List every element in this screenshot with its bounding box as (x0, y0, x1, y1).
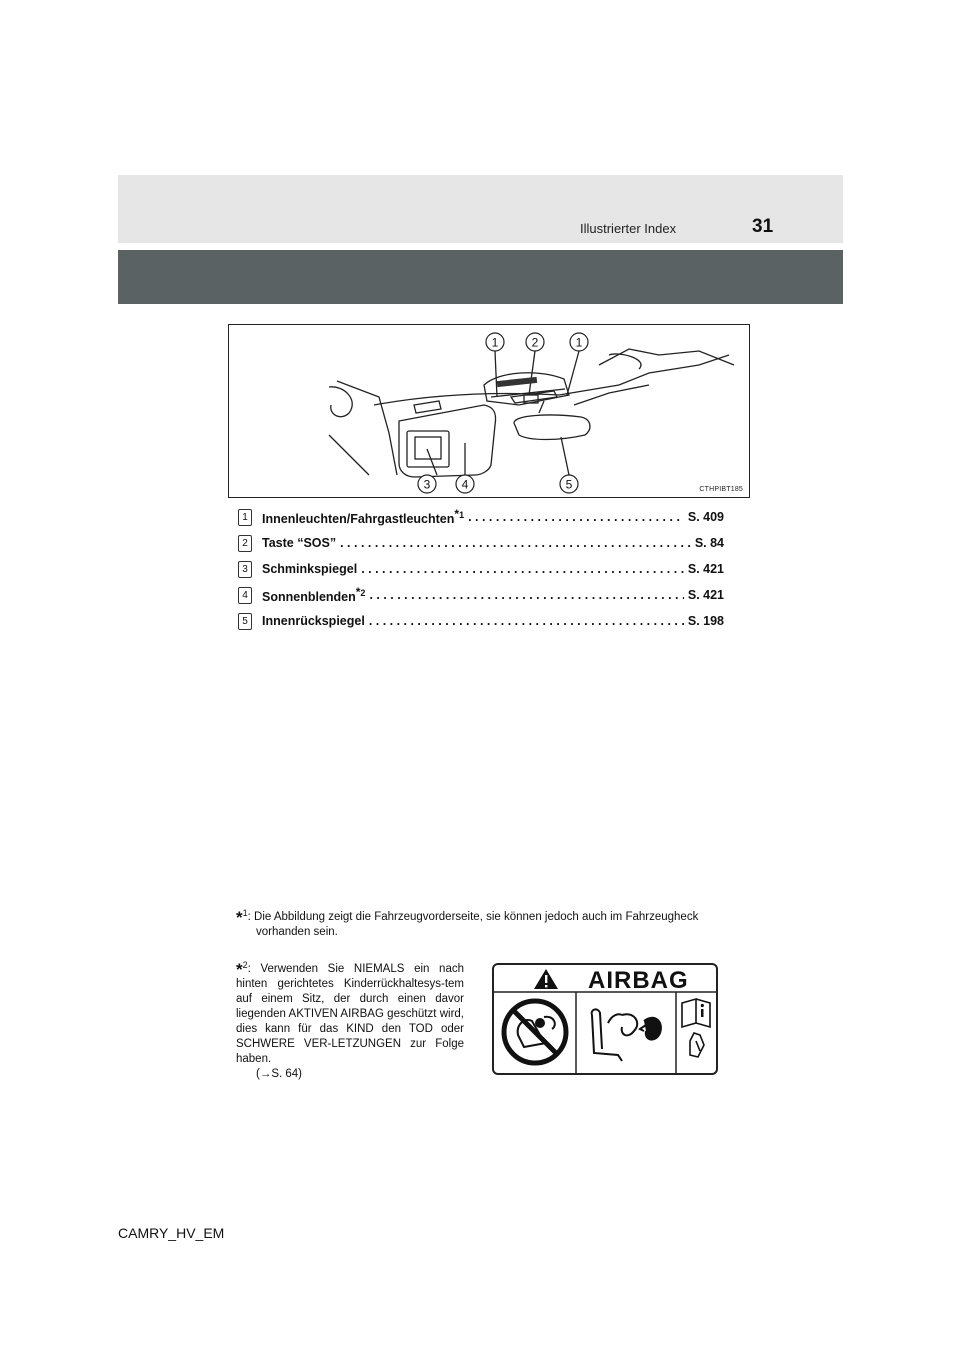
callout-1b: 1 (575, 335, 583, 350)
legend-label: Innenleuchten/Fahrgastleuchten$^{*1}$ (262, 507, 465, 527)
legend-row (238, 530, 724, 556)
legend-label: Schminkspiegel (262, 562, 358, 576)
legend-label: Innenrückspiegel (262, 614, 365, 628)
footnote-1: *$^1$: Die Abbildung zeigt die Fahrzeugvorderseite, sie können jedoch auch im Fahrzeugheck vorhanden sein. (236, 906, 736, 940)
legend-row (238, 608, 724, 634)
page-number: 31 (752, 216, 774, 237)
footnote-2-reference: (→S. 64) (256, 1068, 303, 1080)
footnote-2-text: : Verwenden Sie NIEMALS ein nach hinten gerichtetes Kinderrückhaltesys-tem auf einem Sitz, der durch einen davor liegenden AKTIVEN AIRBAG geschützt wird, dies kann für das KIND den TOD oder SCHWERE VER-LETZUNGEN zur Folge haben. (236, 963, 464, 1065)
leader-dots (369, 588, 683, 602)
legend-label: Taste “SOS” (262, 536, 337, 550)
callout-1a: 1 (491, 335, 499, 350)
legend-label: Sonnenblenden$^{*2}$ (262, 585, 366, 605)
header-dark-band (118, 250, 843, 304)
page-reference: S. 84 (694, 536, 724, 550)
figure-code: CTHPIBT185 (699, 486, 743, 493)
warning-triangle-icon (534, 969, 558, 989)
legend-row (238, 556, 724, 582)
leader-dots (361, 562, 684, 576)
footnote-1-continuation: vorhanden sein. (256, 926, 338, 938)
leader-dots (369, 614, 684, 628)
callout-4: 4 (461, 477, 469, 492)
legend-number: 3 (238, 561, 252, 578)
interior-illustration (228, 324, 750, 498)
footnote-1-text: : Die Abbildung zeigt die Fahrzeugvorderseite, sie können jedoch auch im Fahrzeugheck (247, 911, 699, 923)
callout-3: 3 (423, 477, 431, 492)
manual-book-icon (682, 999, 710, 1057)
page-reference: S. 421 (687, 562, 724, 576)
legend-number: 5 (238, 613, 252, 630)
callout-5: 5 (565, 477, 573, 492)
page-reference: S. 198 (687, 614, 724, 628)
airbag-warning-label (492, 963, 718, 1075)
legend-number: 1 (238, 509, 252, 526)
document-code: CAMRY_HV_EM (118, 1225, 225, 1241)
legend-row (238, 504, 724, 530)
leader-dots (340, 536, 691, 550)
footnote-2: *$^2$: Verwenden Sie NIEMALS ein nach hinten gerichtetes Kinderrückhaltesys-tem auf einem Sitz, der durch einen davor liegenden AKTIVEN AIRBAG geschützt wird, dies kann für das KIND den TOD oder SCHWERE VER-LETZUNGEN zur Folge haben. (→S. 64) (236, 960, 464, 1080)
header-band (118, 175, 843, 243)
airbag-deploy-icon (592, 1009, 661, 1061)
page-reference: S. 421 (687, 588, 724, 602)
legend-number: 4 (238, 587, 252, 604)
legend-number: 2 (238, 535, 252, 552)
page-reference: S. 409 (687, 510, 724, 524)
legend-list (238, 504, 724, 634)
section-title: Illustrierter Index (580, 221, 677, 236)
legend-row (238, 582, 724, 608)
no-rear-facing-seat-icon (504, 1001, 566, 1063)
leader-dots (468, 510, 684, 524)
airbag-label-title: AIRBAG (588, 967, 689, 994)
interior-drawing (229, 325, 749, 497)
callout-2: 2 (531, 335, 539, 350)
